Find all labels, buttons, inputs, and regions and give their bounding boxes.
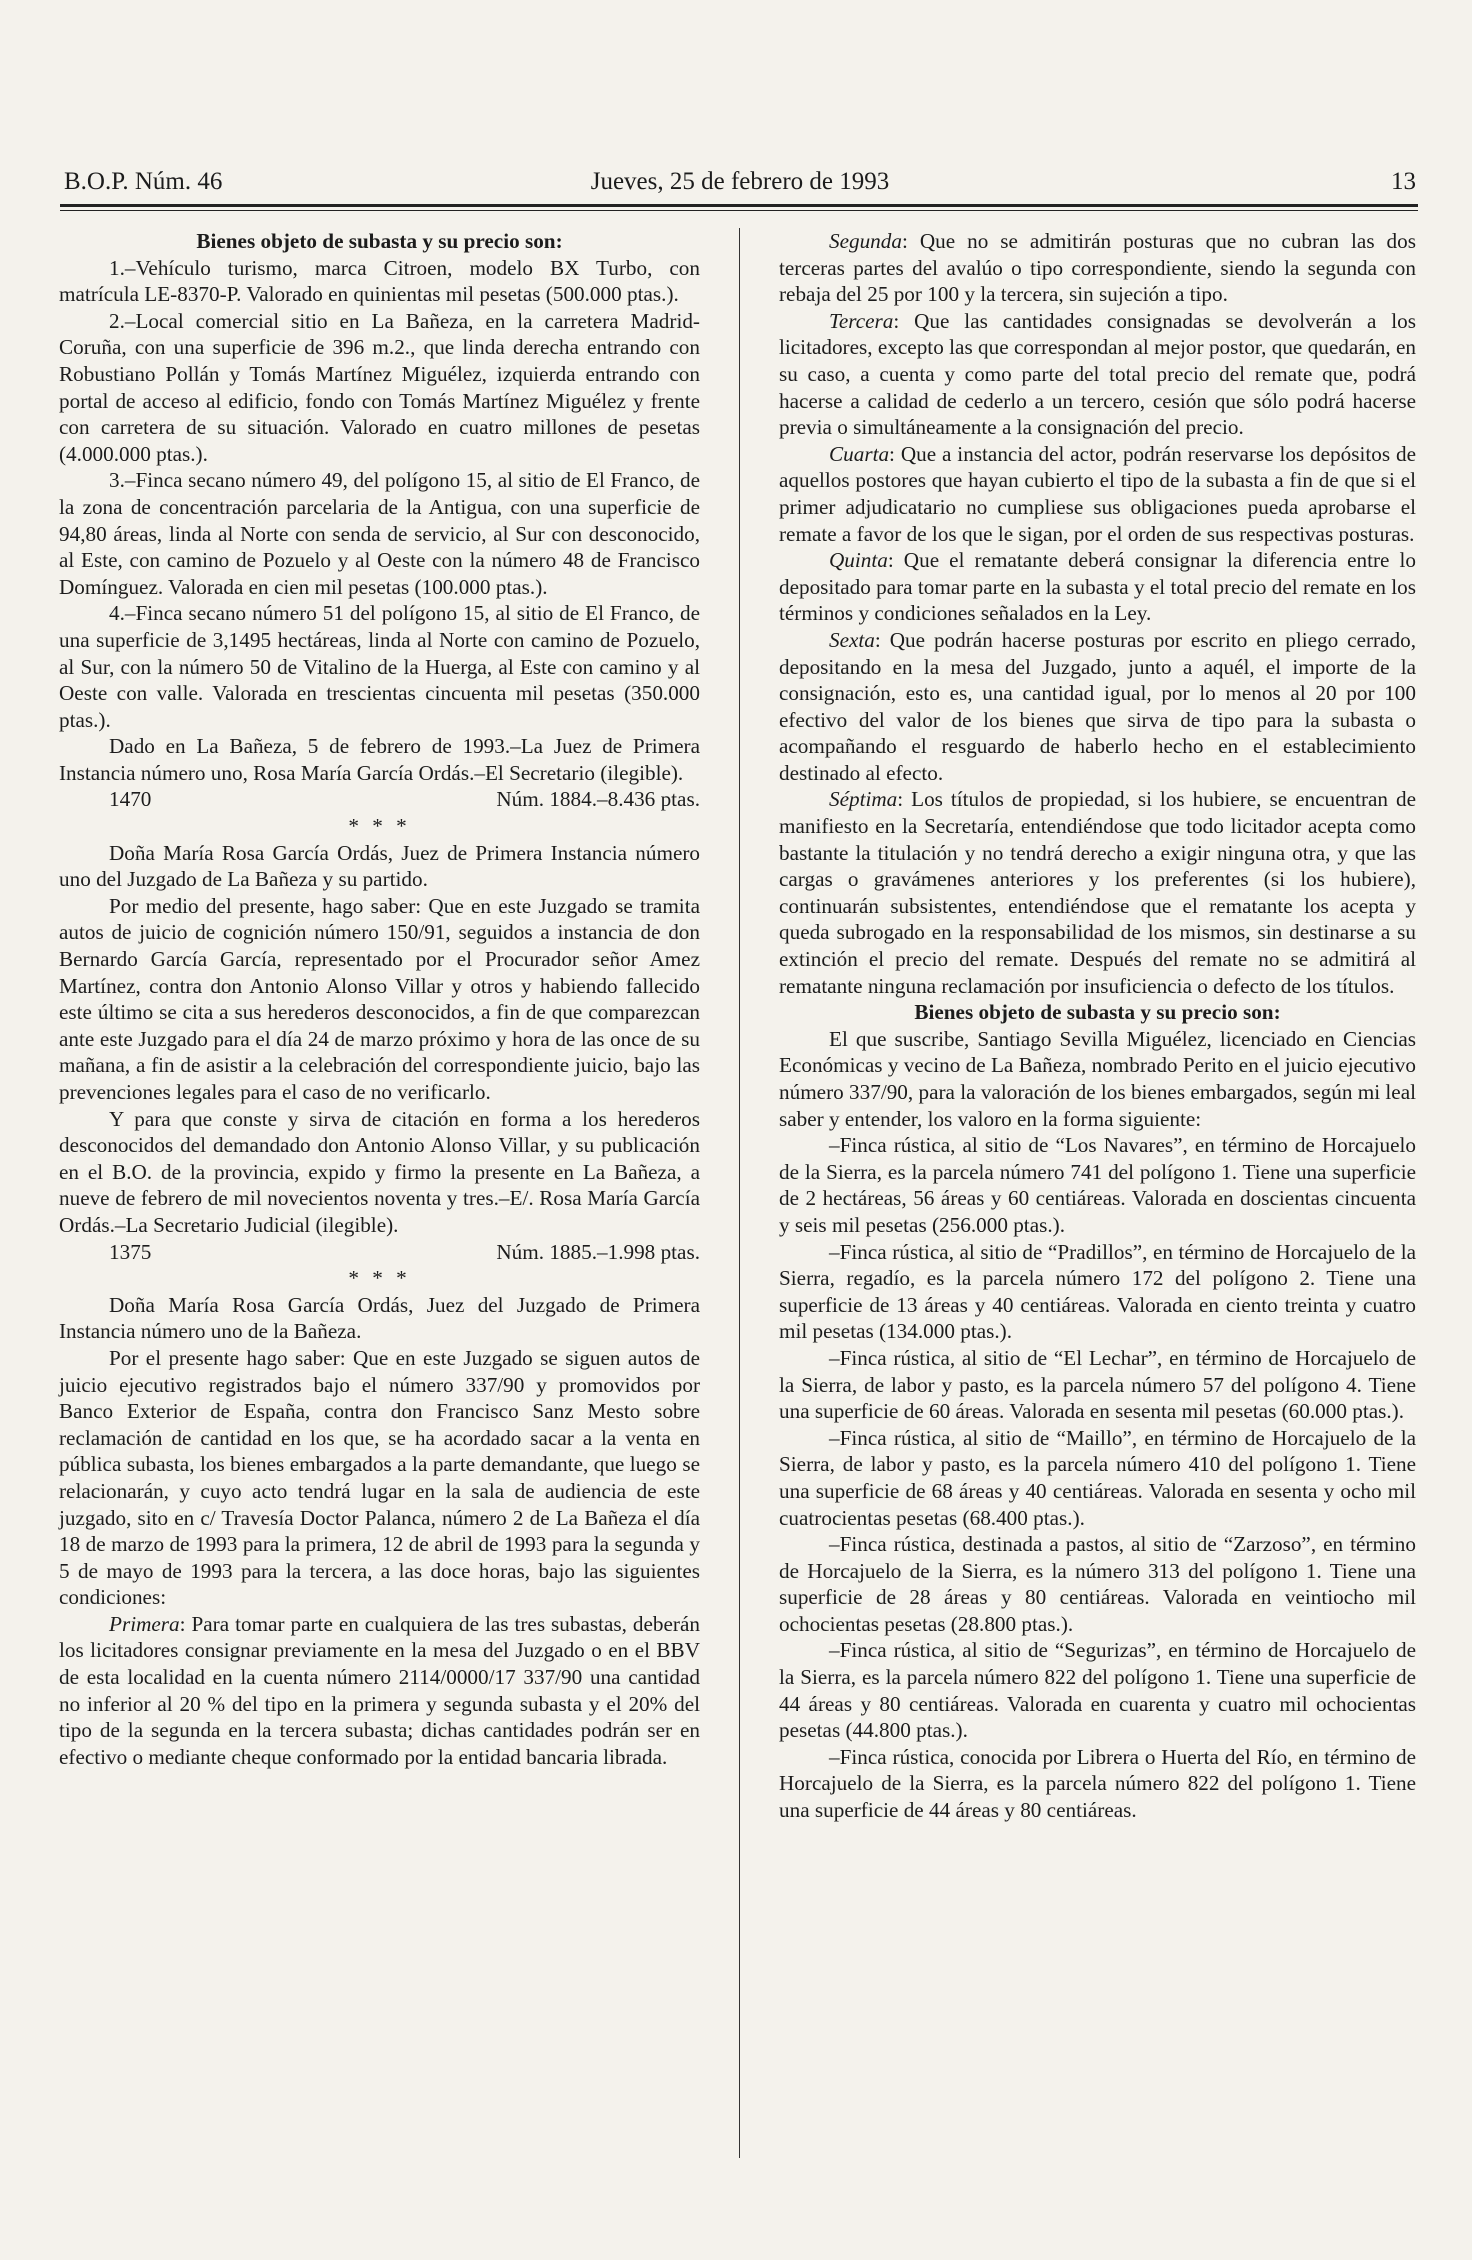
page-header [64, 168, 1416, 204]
condition-text: : Los títulos de propiedad, si los hubiere, se encuentran de manifiesto en la Secretaría, entendiéndose que todo licitador acepta como bastante la titulación y no tendrá derecho a exigir ninguna otra, y que las cargas o gravámenes anteriores y los preferentes (si los hubiere), continuarán subsistentes, entendiéndose que el rematante los acepta y queda subrogado en la responsabilidad de los mismos, sin destinarse a su extinción el precio del remate. Después del remate no se admitirá al rematante ninguna reclamación por insuficiencia o defecto de los títulos. [779, 787, 1416, 998]
left-column [59, 228, 700, 1770]
notice-code: 1375 [109, 1239, 152, 1264]
condition-label: Séptima [829, 787, 898, 812]
paragraph: 1.–Vehículo turismo, marca Citroen, modelo BX Turbo, con matrícula LE-8370-P. Valorado en quinientas mil pesetas (500.000 ptas.). [59, 255, 700, 307]
paragraph: El que suscribe, Santiago Sevilla Miguélez, licenciado en Ciencias Económicas y vecino de La Bañeza, nombrado Perito en el juicio ejecutivo número 337/90, para la valoración de los bienes embargados, según mi leal saber y entender, los valoro en la forma siguiente: [779, 1026, 1416, 1131]
condition-text: : Que las cantidades consignadas se devolverán a los licitadores, excepto las que correspondan al mejor postor, que quedarán, en su caso, a cuenta y como parte del total precio del remate que, podrá hacerse a calidad de cederlo a un tercero, cesión que sólo podrá hacerse previa o simultáneamente a la consignación del precio. [779, 308, 1416, 440]
paragraph: Dado en La Bañeza, 5 de febrero de 1993.–La Juez de Primera Instancia número uno, Rosa María García Ordás.–El Secretario (ilegible). [59, 734, 700, 785]
paragraph [779, 228, 1416, 308]
header-rule-thin [60, 210, 1418, 211]
section-heading: Bienes objeto de subasta y su precio son: [196, 229, 563, 253]
separator-stars: * * * [348, 1266, 411, 1291]
column-divider [739, 228, 740, 2158]
paragraph: Doña María Rosa García Ordás, Juez de Primera Instancia número uno del Juzgado de La Bañeza y su partido. [59, 840, 700, 892]
paragraph [779, 786, 1416, 999]
condition-text: : Para tomar parte en cualquiera de las tres subastas, deberán los licitadores consignar previamente en la mesa del Juzgado o en el BBV de esta localidad en la cuenta número 2114/0000/17 337/90 una cantidad no inferior al 20 % del tipo en la primera y segunda subasta y el 20% del tipo de la segunda en la tercera subasta; dichas cantidades podrán ser en efectivo o mediante cheque conformado por la entidad bancaria librada. [59, 1611, 700, 1769]
notice-fee: Núm. 1884.–8.436 ptas. [496, 787, 700, 812]
paragraph: –Finca rústica, al sitio de “Maillo”, en término de Horcajuelo de la Sierra, de labor y pasto, es la parcela número 410 del polígono 1. Tiene una superficie de 68 áreas y 40 centiáreas. Valorada en sesenta y ocho mil cuatrocientas pesetas (68.400 ptas.). [779, 1425, 1416, 1530]
separator-stars: * * * [348, 814, 411, 839]
paragraph [779, 308, 1416, 441]
paragraph: –Finca rústica, al sitio de “El Lechar”, en término de Horcajuelo de la Sierra, de labor y pasto, es la parcela número 57 del polígono 4. Tiene una superficie de 60 áreas. Valorada en sesenta mil pesetas (60.000 ptas.). [779, 1345, 1416, 1424]
publication-date: Jueves, 25 de febrero de 1993 [590, 168, 890, 195]
paragraph [779, 441, 1416, 547]
paragraph: Por medio del presente, hago saber: Que en este Juzgado se tramita autos de juicio de cognición número 150/91, seguidos a instancia de don Bernardo García García, representado por el Procurador señor Amez Martínez, contra don Antonio Alonso Villar y otros y habiendo fallecido este último se cita a sus herederos desconocidos, a fin de que comparezcan ante este Juzgado para el día 24 de marzo próximo y hora de las once de su mañana, a fin de asistir a la celebración del correspondiente juicio, bajo las prevenciones legales para el caso de no verificarlo. [59, 893, 700, 1104]
paragraph [59, 1611, 700, 1771]
paragraph: –Finca rústica, al sitio de “Segurizas”, en término de Horcajuelo de la Sierra, es la parcela número 822 del polígono 1. Tiene una superficie de 44 áreas y 80 centiáreas. Valorada en cuarenta y cuatro mil ochocientas pesetas (44.800 ptas.). [779, 1638, 1416, 1743]
paragraph: Y para que conste y sirva de citación en forma a los herederos desconocidos del demandado don Antonio Alonso Villar, y su publicación en el B.O. de la provincia, expido y firmo la presente en La Bañeza, a nueve de febrero de mil novecientos noventa y tres.–E/. Rosa María García Ordás.–La Secretario Judicial (ilegible). [59, 1106, 700, 1237]
paragraph: Por el presente hago saber: Que en este Juzgado se siguen autos de juicio ejecutivo registrados bajo el número 337/90 y promovidos por Banco Exterior de España, contra don Francisco Sanz Mesto sobre reclamación de cantidad en los que, se ha acordado sacar a la venta en pública subasta, los bienes embargados a la parte demandante, que luego se relacionarán, y cuyo acto tendrá lugar en la sala de audiencia de este juzgado, sito en c/ Travesía Doctor Palanca, número 2 de La Bañeza el día 18 de marzo de 1993 para la primera, 12 de abril de 1993 para la segunda y 5 de mayo de 1993 para la tercera, a las doce horas, bajo las siguientes condiciones: [59, 1345, 700, 1610]
paragraph [779, 627, 1416, 787]
header-rule-thick [60, 204, 1418, 207]
condition-label: Segunda [829, 229, 902, 253]
condition-label: Tercera [829, 308, 894, 333]
notice-signature [59, 1239, 700, 1266]
condition-text: : Que podrán hacerse posturas por escrito en pliego cerrado, depositando en la mesa del Juzgado, junto a aquél, el importe de la consignación, esto es, una cantidad igual, por lo menos al 20 por 100 efectivo del valor de los bienes que sirva de tipo para la subasta o acompañando el resguardo de haberlo hecho en el establecimiento destinado al efecto. [779, 627, 1416, 785]
condition-text: : Que el rematante deberá consignar la diferencia entre lo depositado para tomar parte en la subasta y el total precio del remate en los términos y condiciones señalados en la Ley. [779, 548, 1416, 626]
condition-label: Sexta [829, 627, 875, 652]
paragraph: –Finca rústica, al sitio de “Los Navares”, en término de Horcajuelo de la Sierra, es la parcela número 741 del polígono 1. Tiene una superficie de 2 hectáreas, 56 áreas y 60 centiáreas. Valorada en doscientas cincuenta y seis mil pesetas (256.000 ptas.). [779, 1133, 1416, 1237]
notice-signature [59, 786, 700, 813]
paragraph [779, 547, 1416, 627]
paragraph: Doña María Rosa García Ordás, Juez del Juzgado de Primera Instancia número uno de la Bañeza. [59, 1292, 700, 1344]
paragraph: 4.–Finca secano número 51 del polígono 15, al sitio de El Franco, de una superficie de 3,1495 hectáreas, linda al Norte con camino de Pozuelo, al Sur, con la número 50 de Vitalino de la Huerga, al Este con camino y al Oeste con valle. Valorada en trescientas cincuenta mil pesetas (350.000 ptas.). [59, 601, 700, 732]
condition-label: Cuarta [829, 441, 890, 466]
paragraph: 2.–Local comercial sitio en La Bañeza, en la carretera Madrid-Coruña, con una superficie de 396 m.2., que linda derecha entrando con Robustiano Pollán y Tomás Martínez Miguélez, izquierda entrando con portal de acceso al edificio, fondo con Tomás Martínez Miguélez y frente con carretera de su situación. Valorado en cuatro millones de pesetas (4.000.000 ptas.). [59, 308, 700, 466]
paragraph: –Finca rústica, al sitio de “Pradillos”, en término de Horcajuelo de la Sierra, regadío, es la parcela número 172 del polígono 2. Tiene una superficie de 13 áreas y 40 centiáreas. Valorada en ciento treinta y cuatro mil pesetas (134.000 ptas.). [779, 1239, 1416, 1344]
notice-code: 1470 [109, 787, 152, 812]
paragraph: –Finca rústica, conocida por Librera o Huerta del Río, en término de Horcajuelo de la Sierra, es la parcela número 822 del polígono 1. Tiene una superficie de 44 áreas y 80 centiáreas. [779, 1744, 1416, 1823]
notice-fee: Núm. 1885.–1.998 ptas. [496, 1239, 700, 1264]
condition-text: : Que no se admitirán posturas que no cubran las dos terceras partes del avalúo o tipo correspondiente, siendo la segunda con rebaja del 25 por 100 y la tercera, sin sujeción a tipo. [779, 229, 1416, 307]
paragraph: 3.–Finca secano número 49, del polígono 15, al sitio de El Franco, de la zona de concentración parcelaria de la Antigua, con una superficie de 94,80 áreas, linda al Norte con senda de servicio, al Sur con desconocido, al Este, con camino de Pozuelo y al Oeste con la número 48 de Francisco Domínguez. Valorada en cien mil pesetas (100.000 ptas.). [59, 468, 700, 599]
condition-label: Primera [109, 1611, 180, 1636]
condition-text: : Que a instancia del actor, podrán reservarse los depósitos de aquellos postores que hayan cubierto el tipo de la subasta a fin de que si el primer adjudicatario no cumpliese sus obligaciones pueda aprobarse el remate a favor de los que le sigan, por el orden de sus respectivas posturas. [779, 441, 1416, 546]
right-column [779, 228, 1416, 1824]
condition-label: Quinta [829, 548, 888, 573]
bulletin-issue: B.O.P. Núm. 46 [64, 168, 223, 195]
paragraph: –Finca rústica, destinada a pastos, al sitio de “Zarzoso”, en término de Horcajuelo de la Sierra, es la número 313 del polígono 1. Tiene una superficie de 28 áreas y 80 centiáreas. Valorada en veintiocho mil ochocientas pesetas (28.800 ptas.). [779, 1532, 1416, 1636]
page-number: 13 [1391, 168, 1416, 195]
section-heading: Bienes objeto de subasta y su precio son: [914, 1000, 1281, 1025]
